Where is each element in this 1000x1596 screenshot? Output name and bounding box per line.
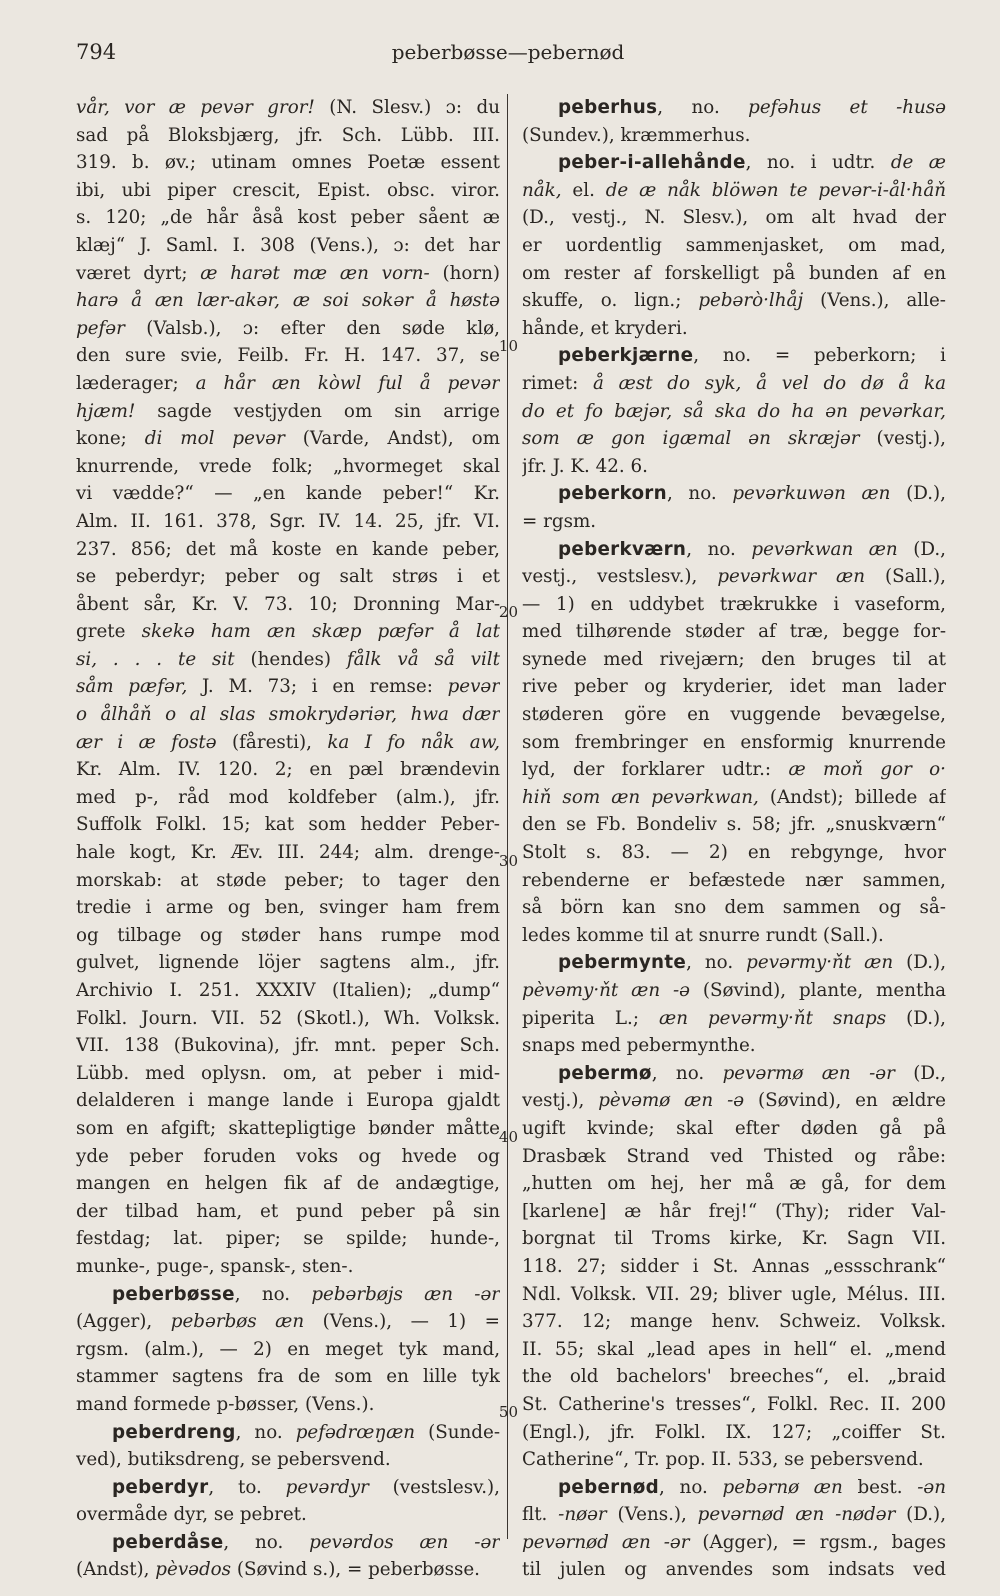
text-span: (D.), [893, 952, 946, 974]
text-line [522, 1501, 946, 1529]
dialect-form: nåk, [522, 179, 562, 201]
text-span: (Engl.), jfr. Folkl. IX. 127; „coiffer St. [522, 1421, 946, 1443]
dialect-form: såm pæfər, [76, 676, 188, 698]
text-span: med tilhørende støder af træ, begge for- [522, 621, 946, 643]
page-header [76, 40, 940, 70]
text-span: (D.), [886, 1007, 946, 1029]
text-span: , no. [659, 1476, 723, 1498]
text-span: vi vædde?“ — „en kande peber!“ Kr. [76, 483, 500, 505]
text-span: yde peber foruden voks og hvede og [76, 1145, 500, 1167]
text-span: stammer sagtens fra de som en lille tyk [76, 1366, 500, 1388]
dialect-form: pevər [447, 676, 500, 698]
text-line [522, 1281, 946, 1309]
dialect-form: a hår æn kòwl ful å pevər [195, 372, 500, 394]
text-span: overmåde dyr, se pebret. [76, 1504, 307, 1526]
text-line [522, 867, 946, 895]
text-span: ugift kvinde; skal efter døden gå på [522, 1117, 946, 1139]
dialect-form: pevərdyr [285, 1476, 369, 1498]
text-span: , no. [223, 1531, 310, 1553]
dialect-form: pevərnød æn -nødər [697, 1504, 896, 1526]
line-number: 30 [498, 852, 518, 870]
text-span: (Andst), [76, 1559, 156, 1581]
dialect-form: pevərdos æn -ər [309, 1531, 500, 1553]
text-line [522, 1419, 946, 1447]
text-span: med p-, råd mod koldfeber (alm.), jfr. [76, 786, 500, 808]
dialect-form: å æst do syk, å vel do dø å ka [593, 372, 946, 394]
text-span: været dyrt; [76, 262, 201, 284]
text-line [522, 1556, 946, 1584]
text-span: så börn kan sno dem sammen og så- [522, 897, 946, 919]
text-line [522, 425, 946, 453]
text-span: (Vens.), alle- [803, 290, 946, 312]
text-span: 237. 856; det må koste en kande peber, [76, 538, 500, 560]
text-span: Ndl. Volksk. VII. 29; bliver ugle, Mélus. III. [522, 1283, 946, 1305]
text-span: (Sall.), [865, 566, 946, 588]
text-span: jfr. J. K. 42. 6. [522, 455, 648, 477]
text-line [76, 1336, 500, 1364]
text-span: Drasbæk Strand ved Thisted og råbe: [522, 1145, 946, 1167]
text-span: , no. [651, 1062, 723, 1084]
headword: peberdåse [112, 1531, 224, 1553]
text-span: Alm. II. 161. 378, Sgr. IV. 14. 25, jfr. VI. [76, 510, 500, 532]
text-line [76, 591, 500, 619]
text-line [522, 177, 946, 205]
text-span: Suffolk Folkl. 15; kat som hedder Peber- [76, 814, 500, 836]
text-span: sad på Bloksbjærg, jfr. Sch. Lübb. III. [76, 124, 500, 146]
text-line [522, 1143, 946, 1171]
text-line [522, 1391, 946, 1419]
text-span: (Agger), [76, 1311, 171, 1333]
text-line [76, 508, 500, 536]
text-line [522, 398, 946, 426]
text-line [522, 480, 946, 508]
text-line [76, 1474, 500, 1502]
dialect-form: pebərbøjs æn -ər [311, 1283, 500, 1305]
text-line [76, 1308, 500, 1336]
right-column [522, 94, 946, 1584]
text-line [76, 1115, 500, 1143]
text-span: som en afgift; skattepligtige bønder måtte [76, 1117, 500, 1139]
text-span: munke-, puge-, spansk-, sten-. [76, 1255, 354, 1277]
text-span: mand formede p-bøsser, (Vens.). [76, 1393, 375, 1415]
dialect-form: fålk vå så vilt [346, 648, 500, 670]
line-number: 50 [498, 1403, 518, 1421]
text-span: — 1) en uddybet trækrukke i vaseform, [522, 593, 946, 615]
dialect-form: ær i æ fostə [76, 731, 217, 753]
text-line [76, 536, 500, 564]
text-span: the old bachelors' breeches“, el. „braid [522, 1366, 946, 1388]
text-line [76, 453, 500, 481]
text-line [76, 1529, 500, 1557]
text-line [522, 618, 946, 646]
dialect-form: pebərnø æn [722, 1476, 843, 1498]
text-line [76, 232, 500, 260]
text-span: (Søvind), plante, mentha [689, 980, 946, 1001]
text-span: rimet: [522, 372, 593, 394]
text-span: til julen og anvendes som indsats ved [522, 1559, 946, 1581]
text-span: knurrende, vrede folk; „hvormeget skal [76, 455, 500, 477]
text-line [522, 122, 946, 150]
text-span: (vestj.), [859, 428, 946, 450]
text-line [522, 729, 946, 757]
text-span: der tilbad ham, et pund peber på sin [76, 1200, 500, 1222]
dialect-form: de æ [890, 152, 946, 174]
text-line [522, 1032, 946, 1060]
text-line [76, 1446, 500, 1474]
text-line [76, 94, 500, 122]
text-line [522, 673, 946, 701]
text-line [522, 563, 946, 591]
text-line [76, 370, 500, 398]
dialect-form: æ moň gor o· [788, 759, 946, 781]
dialect-form: pebərbøs æn [170, 1311, 305, 1333]
text-line [76, 480, 500, 508]
text-span: og tilbage og støder hans rumpe mod [76, 924, 500, 946]
text-span: rgsm. (alm.), — 2) en meget tyk mand, [76, 1338, 500, 1360]
text-line [522, 287, 946, 315]
text-line [76, 784, 500, 812]
text-line [522, 232, 946, 260]
text-line [522, 508, 946, 536]
text-line [522, 260, 946, 288]
text-span: vestj., vestslesv.), [522, 566, 718, 588]
page-number: 794 [76, 40, 117, 64]
dialect-form: pefəhus et -husə [748, 97, 946, 118]
text-line [522, 1446, 946, 1474]
text-line [522, 204, 946, 232]
text-span: = rgsm. [522, 510, 597, 532]
dialect-form: pèvəmø æn -ə [598, 1090, 745, 1112]
text-line [76, 342, 500, 370]
text-span: rive peber og kryderier, idet man lader [522, 676, 946, 698]
text-line [522, 1060, 946, 1088]
text-line [76, 618, 500, 646]
text-line [76, 1281, 500, 1309]
text-span: borgnat til Troms kirke, Kr. Sagn VII. [522, 1228, 946, 1250]
text-span: snaps med pebermynthe. [522, 1035, 756, 1057]
text-span: II. 55; skal „lead apes in hell“ el. „mend [522, 1338, 946, 1360]
dialect-form: pevərmy·ňt æn [746, 952, 894, 974]
text-line [76, 1225, 500, 1253]
text-span: , no. i udtr. [745, 152, 891, 174]
text-span: Kr. Alm. IV. 120. 2; en pæl brændevin [76, 759, 500, 781]
text-span: (Søvind s.), = peberbøsse. [231, 1559, 480, 1581]
dialect-form: vår, vor æ pevər gror! [76, 97, 315, 118]
text-span: VII. 138 (Bukovina), jfr. mnt. peper Sch. [76, 1035, 500, 1057]
text-line [76, 177, 500, 205]
dialect-form: æn pevərmy·ňt snaps [659, 1007, 887, 1029]
text-span: (Agger), = rgsm., bages [689, 1531, 946, 1553]
text-line [76, 1198, 500, 1226]
dialect-form: di mol pevər [144, 428, 285, 450]
dialect-form: pefədrœŋæn [295, 1421, 416, 1443]
text-line [76, 1419, 500, 1447]
text-line [76, 922, 500, 950]
text-span: flt. [522, 1504, 559, 1526]
text-line [76, 1363, 500, 1391]
text-span: ibi, ubi piper crescit, Epist. obsc. viror. [76, 179, 500, 201]
headword: peberhus [558, 97, 658, 118]
text-span: læderager; [76, 372, 196, 394]
text-line [76, 1005, 500, 1033]
text-line [522, 342, 946, 370]
text-line [76, 1032, 500, 1060]
text-line [522, 756, 946, 784]
text-span: Lübb. med oplysn. om, at peber i mid- [76, 1062, 500, 1084]
text-span: sagde vestjyden om sin arrige [135, 400, 500, 422]
text-line [76, 563, 500, 591]
text-line [76, 839, 500, 867]
text-span: (Vens.), [606, 1504, 698, 1526]
text-line [76, 811, 500, 839]
dialect-form: -nøər [558, 1504, 607, 1526]
dialect-form: pevərmø æn -ər [722, 1062, 895, 1084]
text-span: (D., vestj., N. Slesv.), om alt hvad der [522, 207, 946, 229]
text-span: den sure svie, Feilb. Fr. H. 147. 37, se [76, 345, 500, 367]
text-line [76, 315, 500, 343]
dialect-form: hjæm! [76, 400, 136, 422]
text-line [522, 977, 946, 1005]
text-line [76, 729, 500, 757]
text-line [76, 977, 500, 1005]
text-span: (hendes) [234, 648, 347, 670]
dialect-form: si, . . . te sit [76, 648, 235, 670]
text-line [522, 646, 946, 674]
headword: pebermynte [558, 952, 687, 974]
dialect-form: de æ nåk blöwən te pevər-i-ål·håň [605, 179, 946, 201]
text-span: er uordentlig sammenjasket, om mad, [522, 234, 946, 256]
text-line [522, 894, 946, 922]
text-span: best. [842, 1476, 918, 1498]
text-line [76, 1087, 500, 1115]
dialect-form: hiň som æn pevərkwan, [522, 786, 759, 808]
headword: pebernød [558, 1476, 660, 1498]
text-span: åbent sår, Kr. V. 73. 10; Dronning Mar- [76, 593, 500, 615]
text-line [76, 1253, 500, 1281]
text-span: Stolt s. 83. — 2) en rebgynge, hvor [522, 842, 946, 864]
dialect-form: ka I fo nåk aw, [327, 731, 500, 753]
headword: peberkjærne [558, 345, 694, 367]
text-line [76, 287, 500, 315]
text-span: „hutten om hej, her må æ gå, for dem [522, 1173, 946, 1195]
dialect-form: pèvəmy·ňt æn -ə [522, 980, 690, 1001]
text-span: synede med rivejærn; den bruges til at [522, 648, 946, 670]
text-span: piperita L.; [522, 1007, 660, 1029]
text-line [76, 1143, 500, 1171]
text-span: ledes komme til at snurre rundt (Sall.). [522, 924, 884, 946]
text-span: (Søvind), en ældre [744, 1090, 946, 1112]
text-line [76, 260, 500, 288]
text-span: (D., [894, 1062, 946, 1084]
text-line [76, 894, 500, 922]
text-line [76, 867, 500, 895]
text-span: (D.), [895, 1504, 946, 1526]
text-line [522, 1336, 946, 1364]
text-span: (Sunde- [415, 1421, 500, 1443]
text-line [76, 398, 500, 426]
text-span: om rester af forskelligt på bunden af en [522, 262, 946, 284]
text-span: St. Catherine's tresses“, Folkl. Rec. II. 200 [522, 1393, 946, 1415]
dialect-form: pevərkwan æn [751, 538, 898, 560]
text-span: (D., [897, 538, 946, 560]
headword: peber-i-allehånde [558, 152, 746, 174]
text-span: skuffe, o. lign.; [522, 290, 699, 312]
text-span: , to. [208, 1476, 286, 1498]
text-line [76, 949, 500, 977]
text-line [522, 1529, 946, 1557]
text-span: , no. [686, 952, 747, 974]
text-line [76, 673, 500, 701]
text-line [76, 1170, 500, 1198]
dialect-form: æ harət mæ æn vorn- [200, 262, 430, 284]
dialect-form: pevərkwar æn [717, 566, 866, 588]
text-span: den se Fb. Bondeliv s. 58; jfr. „snuskværn“ [522, 814, 946, 836]
line-number: 40 [498, 1128, 518, 1146]
text-line [522, 94, 946, 122]
dialect-form: pefər [76, 317, 125, 339]
text-line [522, 784, 946, 812]
text-span: klæj“ J. Saml. I. 308 (Vens.), ɔ: det har [76, 234, 500, 256]
dialect-form: pèvədos [155, 1559, 232, 1581]
text-line [522, 1087, 946, 1115]
text-line [522, 536, 946, 564]
text-span: 118. 27; sidder i St. Annas „essschrank“ [522, 1255, 946, 1277]
text-span: (N. Slesv.) ɔ: du [314, 97, 500, 118]
text-span: (horn) [429, 262, 500, 284]
text-span: Catherine“, Tr. pop. II. 533, se pebersvend. [522, 1449, 924, 1471]
dialect-form: o ålhåň o al slas smokrydəriər, hwa dær [76, 704, 500, 726]
text-span: , no. [686, 538, 752, 560]
text-line [522, 591, 946, 619]
text-line [76, 1501, 500, 1529]
text-line [522, 1363, 946, 1391]
text-span: vestj.), [522, 1090, 599, 1112]
text-span: kone; [76, 428, 145, 450]
text-span: 377. 12; mange henv. Schweiz. Volksk. [522, 1311, 946, 1333]
text-span: festdag; lat. piper; se spilde; hunde-, [76, 1228, 500, 1250]
text-line [522, 1115, 946, 1143]
text-span: (vestslesv.), [368, 1476, 500, 1498]
text-line [522, 1005, 946, 1033]
text-line [522, 1253, 946, 1281]
text-line [76, 1060, 500, 1088]
dialect-form: -ən [917, 1476, 946, 1498]
text-span: (Vens.), — 1) = [304, 1311, 500, 1333]
text-line [522, 453, 946, 481]
text-span: se peberdyr; peber og salt strøs i et [76, 566, 500, 588]
dialect-form: som æ gon igæmal ən skræjər [522, 428, 860, 450]
text-line [76, 122, 500, 150]
text-span: hånde, et kryderi. [522, 317, 688, 339]
text-span: hale kogt, Kr. Æv. III. 244; alm. drenge- [76, 842, 500, 864]
text-line [522, 149, 946, 177]
running-head: peberbøsse—pebernød [391, 40, 625, 64]
text-line [76, 425, 500, 453]
text-span: (D.), [890, 483, 946, 505]
text-span: (fåresti), [216, 731, 328, 753]
dialect-form: harə å æn lær-akər, æ soi sokər å høstə [76, 290, 500, 312]
text-line [522, 1474, 946, 1502]
text-span: delalderen i mange lande i Europa gjaldt [76, 1090, 500, 1112]
text-span: s. 120; „de hår åså kost peber såent æ [76, 207, 500, 229]
text-span: mangen en helgen fik af de andægtige, [76, 1173, 500, 1195]
text-span: grete [76, 621, 142, 643]
text-span: tredie i arme og ben, svinger ham frem [76, 897, 500, 919]
text-span: støderen göre en vuggende bevægelse, [522, 704, 946, 726]
headword: peberdyr [112, 1476, 209, 1498]
text-line [522, 1225, 946, 1253]
text-span: (Varde, Andst), om [284, 428, 500, 450]
text-line [76, 756, 500, 784]
text-line [522, 922, 946, 950]
text-span: , no. = peberkorn; i [693, 345, 946, 367]
text-line [76, 701, 500, 729]
left-column [76, 94, 500, 1584]
text-span: , no. [657, 97, 749, 118]
text-line [522, 1170, 946, 1198]
text-span: J. M. 73; i en remse: [187, 676, 448, 698]
text-line [76, 204, 500, 232]
dialect-form: do et fo bæjər, så ska do ha ən pevərkar, [522, 400, 946, 422]
text-span: , no. [235, 1421, 296, 1443]
headword: peberkorn [558, 483, 667, 505]
text-span: gulvet, lignende löjer sagtens alm., jfr. [76, 952, 500, 974]
headword: pebermø [558, 1062, 652, 1084]
headword: peberkværn [558, 538, 687, 560]
column-divider [507, 94, 508, 1539]
text-span: (Andst); billede af [758, 786, 946, 808]
text-span: Archivio I. 251. XXXIV (Italien); „dump“ [76, 980, 500, 1001]
dialect-form: skekə ham æn skæp pæfər å lat [141, 621, 500, 643]
text-span: lyd, der forklarer udtr.: [522, 759, 789, 781]
text-line [522, 839, 946, 867]
text-line [522, 701, 946, 729]
headword: peberbøsse [112, 1283, 235, 1305]
text-line [522, 370, 946, 398]
dialect-form: pevərkuwən æn [732, 483, 891, 505]
text-span: (Valsb.), ɔ: efter den søde klø, [124, 317, 500, 339]
text-line [522, 315, 946, 343]
text-span: [karlene] æ hår frej!“ (Thy); rider Val- [522, 1200, 946, 1222]
line-number: 20 [498, 603, 518, 621]
text-line [76, 1391, 500, 1419]
text-line [522, 1308, 946, 1336]
text-line [522, 1198, 946, 1226]
headword: peberdreng [112, 1421, 236, 1443]
text-span: (Sundev.), kræmmerhus. [522, 124, 751, 146]
line-number: 10 [498, 337, 518, 355]
text-line [76, 1556, 500, 1584]
text-span: 319. b. øv.; utinam omnes Poetæ essent [76, 152, 500, 174]
text-line [76, 646, 500, 674]
text-span: Folkl. Journ. VII. 52 (Skotl.), Wh. Volksk. [76, 1007, 500, 1029]
text-line [522, 811, 946, 839]
text-span: rebenderne er befæstede nær sammen, [522, 869, 946, 891]
text-span: el. [561, 179, 606, 201]
text-span: som frembringer en ensformig knurrende [522, 731, 946, 753]
dialect-form: pebərò·lhåj [698, 290, 804, 312]
text-span: ved), butiksdreng, se pebersvend. [76, 1449, 391, 1471]
text-span: , no. [666, 483, 733, 505]
text-line [76, 149, 500, 177]
text-span: morskab: at støde peber; to tager den [76, 869, 500, 891]
text-line [522, 949, 946, 977]
dialect-form: pevərnød æn -ər [522, 1531, 690, 1553]
text-span: , no. [234, 1283, 312, 1305]
